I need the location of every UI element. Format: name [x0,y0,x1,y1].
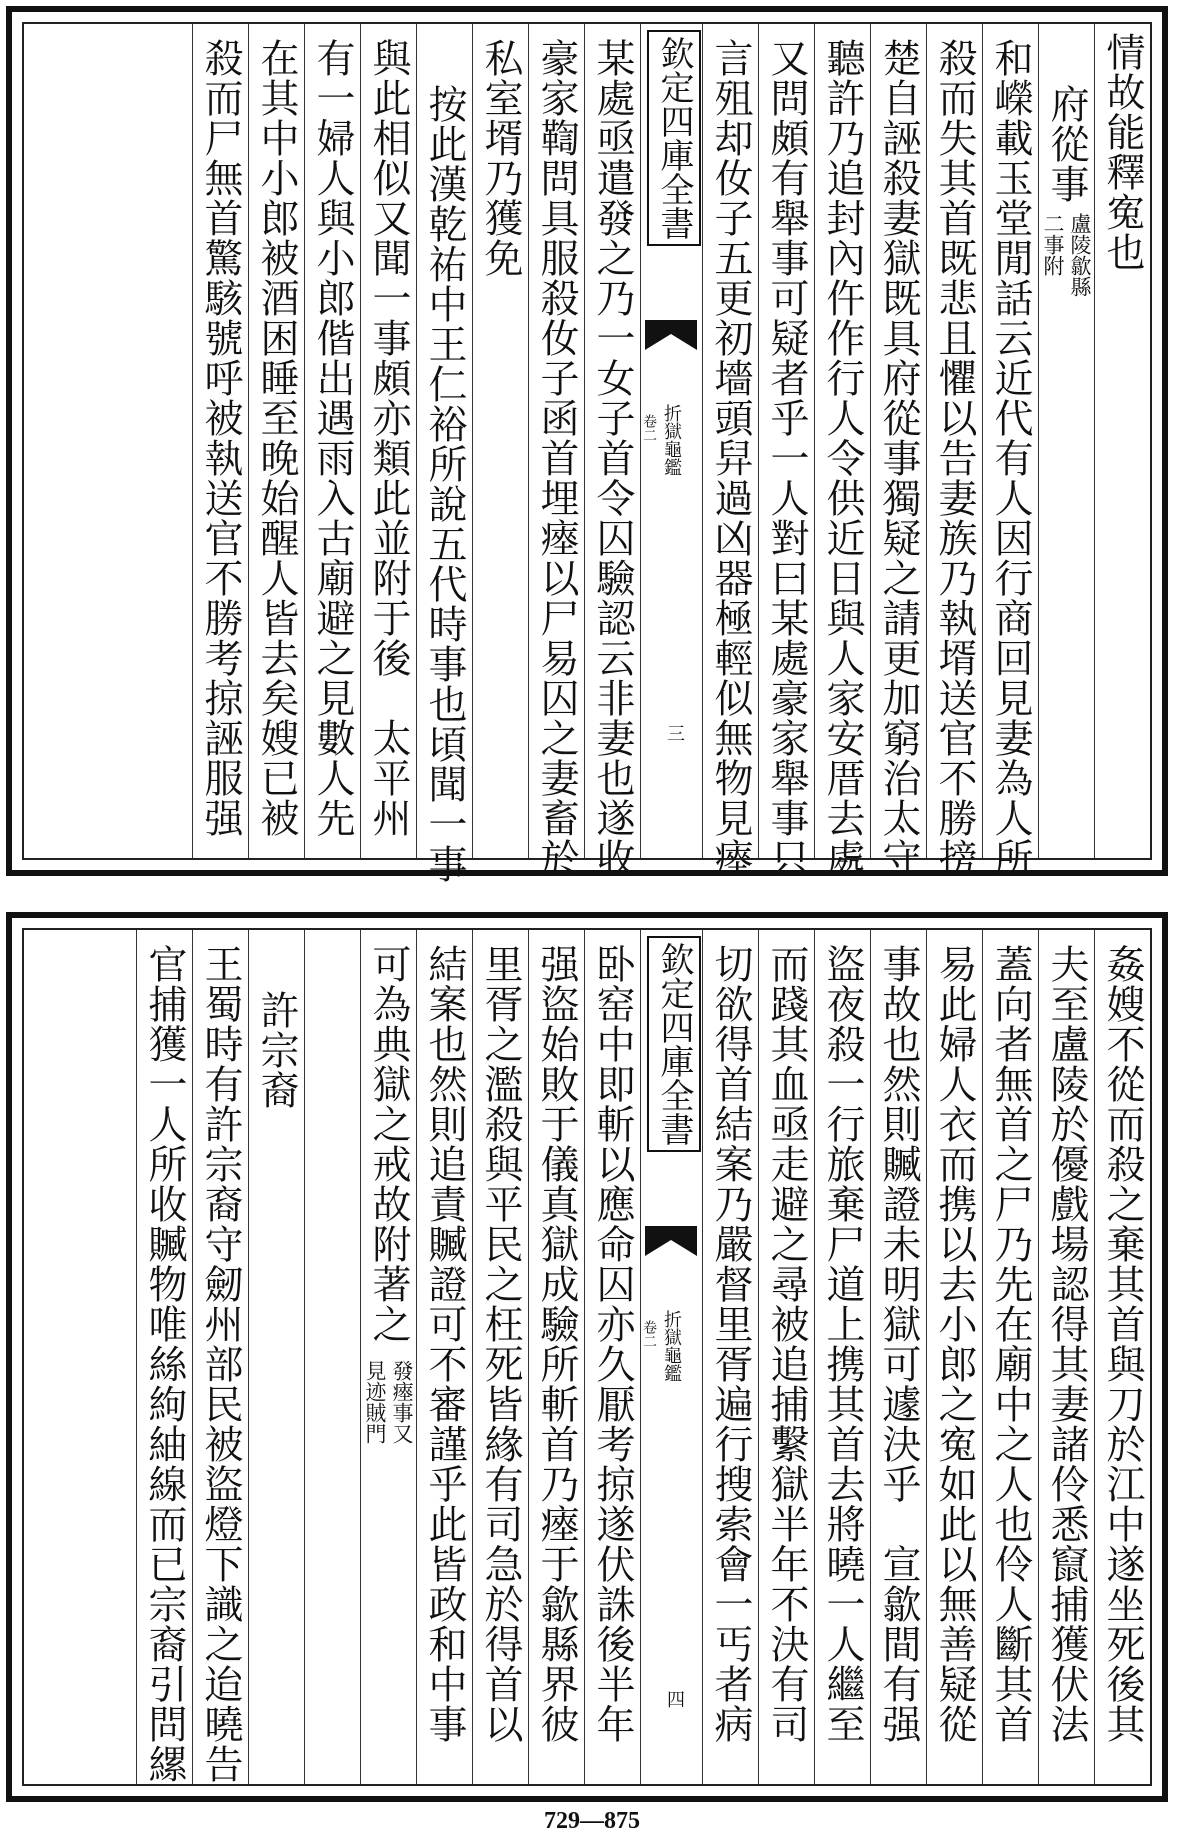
column-text: 姦嫂不從而殺之棄其首與刀於江中遂坐死後其 [1100,944,1145,1744]
text-column [814,24,870,878]
text-column [528,930,584,1784]
column-text: 結案也然則追責贓證可不審謹乎此皆政和中事 [422,944,467,1744]
column-text: 王蜀時有許宗裔守劒州部民被盜燈下識之迨曉告 [198,944,243,1784]
annotation-note: 見迹賊門 [363,1360,387,1444]
text-column [192,24,248,858]
column-text: 許宗裔 [254,990,299,1110]
fold-book-title: 折獄龜鑑 [661,1310,682,1382]
column-text: 里胥之濫殺與平民之枉死皆緣有司急於得首以 [478,944,523,1744]
bottom-folio-frame [22,928,1152,1786]
annotation-note: 盧陵歙縣 [1068,213,1092,297]
text-column [304,24,360,858]
text-column [304,930,360,1784]
column-text: 和嶸載玉堂閒話云近代有人因行商回見妻為人所 [988,38,1033,878]
fold-title: 欽定四庫全書 [647,30,701,246]
text-column [528,24,584,878]
center-fold [640,930,702,1784]
text-column [982,930,1038,1784]
text-column [1038,24,1094,858]
column-text: 聽許乃追封內仵作行人令供近日與人家安厝去處 [820,38,865,878]
column-text: 蓋向者無首之尸乃先在廟中之人也伶人斷其首 [988,944,1033,1744]
column-text: 府從事 [1044,84,1089,204]
column-text: 事故也然則贓證未明獄可遽決乎 宣歙間有强 [876,944,921,1744]
text-column [136,930,192,1784]
text-column [584,930,640,1784]
text-column [584,24,640,878]
fold-page-number: 四 [664,1690,685,1708]
column-text: 殺而失其首既悲且懼以告妻族乃執壻送官不勝搒 [932,38,977,878]
center-fold [640,24,702,858]
column-text: 情故能釋寃也 [1100,32,1145,272]
text-column [814,930,870,1784]
text-column [248,24,304,858]
column-text: 又問頗有舉事可疑者乎一人對曰某處豪家舉事只 [764,38,809,878]
column-text: 言殂却㚢子五更初墻頭舁過凶器極輕似無物見瘞 [708,38,753,878]
column-text: 按此漢乾祐中王仁裕所說五代時事也頃聞一事 [422,84,467,884]
page-number: 729—875 [544,1808,640,1834]
column-text: 易此婦人衣而携以去小郎之寃如此以無善疑從 [932,944,977,1744]
text-column [360,24,416,858]
column-text: 夫至盧陵於優戲場認得其妻諸伶悉竄捕獲伏法 [1044,944,1089,1744]
text-column [248,930,304,1784]
fold-book-title: 折獄龜鑑 [661,404,682,476]
text-column [758,24,814,878]
column-text: 私室壻乃獲免 [478,38,523,278]
fold-page-number: 三 [664,724,685,742]
column-text: 卧窑中即斬以應命囚亦久厭考掠遂伏誅後半年 [590,944,635,1744]
annotation-note: 發瘞事又 [390,1360,414,1444]
annotation-note: 二事附 [1041,213,1065,276]
fold-volume: 卷二 [641,414,657,442]
text-column [360,930,416,1784]
column-text: 而踐其血亟走避之尋被追捕繫獄半年不決有司 [764,944,809,1744]
text-column [472,930,528,1784]
fish-tail-mark-icon [645,1226,697,1256]
text-column [192,930,248,1784]
column-text: 楚自誣殺妻獄既具府從事獨疑之請更加窮治太守 [876,38,921,878]
top-folio-frame [22,22,1152,884]
top-folio [6,6,1168,884]
column-text: 有一婦人與小郎偕出遇雨入古廟避之見數人先 [310,38,355,838]
fold-volume: 卷二 [641,1320,657,1348]
text-column [702,24,758,878]
column-text: 可為典獄之戒故附著之 [366,944,411,1344]
column-text: 某處亟遣發之乃一女子首令囚驗認云非妻也遂收 [590,38,635,878]
column-text: 强盜始敗于儀真獄成驗所斬首乃瘞于歙縣界彼 [534,944,579,1744]
column-text: 官捕獲一人所收贓物唯絲絇紬線而已宗裔引問縲 [142,944,187,1784]
bottom-folio [6,912,1168,1802]
text-column [926,930,982,1784]
text-column [758,930,814,1784]
column-text: 豪家鞫問具服殺㚢子函首埋瘞以尸易囚之妻畜於 [534,38,579,878]
text-column [702,930,758,1784]
text-column [870,24,926,878]
text-column [416,24,472,884]
text-column [926,24,982,878]
fish-tail-mark-icon [645,320,697,350]
text-column [982,24,1038,878]
text-column [416,930,472,1784]
text-column [1094,930,1150,1784]
column-text: 在其中小郎被酒困睡至晚始醒人皆去矣嫂已被 [254,38,299,838]
column-text: 與此相似又聞一事頗亦類此並附于後 太平州 [366,38,411,838]
column-text: 切欲得首結案乃嚴督里胥遍行搜索會一丐者病 [708,944,753,1744]
column-text: 殺而尸無首驚駭號呼被執送官不勝考掠誣服强 [198,38,243,838]
column-text: 盜夜殺一行旅棄尸道上携其首去將曉一人繼至 [820,944,865,1744]
text-column [1038,930,1094,1784]
text-column [472,24,528,858]
fold-title: 欽定四庫全書 [647,936,701,1152]
text-column [1094,24,1150,858]
text-column [870,930,926,1784]
